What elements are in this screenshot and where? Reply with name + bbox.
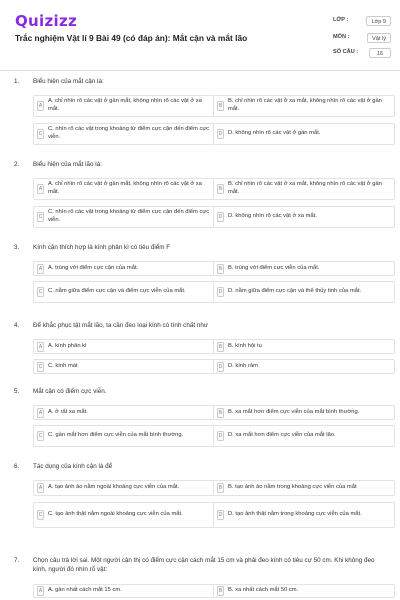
option-a[interactable] [33,584,215,598]
option-text: B. kính hội tụ [228,342,262,349]
option-b[interactable] [213,178,395,200]
question-number: 2. [14,161,20,168]
option-text: B. trùng với điểm cực viễn của mắt. [228,264,320,271]
option-text: A. kính phân kì [48,342,87,349]
meta-label: LỚP : [333,17,349,23]
question-text: Biểu hiện của mắt cận là: [33,78,104,85]
header [0,0,400,70]
meta-grade [333,14,391,28]
option-a[interactable] [33,480,215,496]
option-text: D. không nhìn rõ các vật ở xa mắt. [228,213,317,220]
option-b[interactable] [213,261,395,276]
option-c[interactable] [33,502,215,528]
question-number: 1. [14,78,20,85]
question-text: Biểu hiện của mắt lão là: [33,161,102,168]
option-text: B. tạo ảnh ảo nằm trong khoảng cực viễn của mắt [228,484,357,491]
option-d[interactable] [213,281,395,303]
option-letter: B [218,265,223,272]
option-text: A. tạo ảnh ảo nằm ngoài khoảng cực viễn của mắt. [48,484,180,491]
option-text: D. kính râm [228,362,258,369]
question-5 [0,388,400,463]
quizizz-logo: Quizizz [15,12,78,30]
meta-value: Lớp 9 [366,16,391,26]
option-d[interactable] [213,206,395,228]
option-d[interactable] [213,425,395,447]
option-c[interactable] [33,425,215,447]
option-a[interactable] [33,178,215,200]
question-number: 7. [14,557,20,564]
option-letter: C [38,363,43,370]
page-title: Trắc nghiệm Vật lí 9 Bài 49 (có đáp án): Mắt cận và mắt lão [15,33,248,43]
option-a[interactable] [33,95,215,117]
option-letter: B [218,409,223,416]
option-text: B. xa nhất cách mắt 50 cm. [228,587,299,594]
option-b[interactable] [213,405,395,420]
option-text: C. gần mắt hơn điểm cực viễn của mắt bình thường. [48,432,184,439]
option-c[interactable] [33,281,215,303]
option-letter: C [38,512,43,518]
option-letter: B [218,103,223,109]
option-text: A. chỉ nhìn rõ các vật ở gần mắt, không nhìn rõ các vật ở xa mắt. [48,98,202,112]
option-text: D. không nhìn rõ các vật ở gần mắt. [228,130,321,137]
option-letter: C [38,214,43,220]
question-number: 3. [14,244,20,251]
option-letter: C [38,131,43,137]
question-number: 4. [14,322,20,329]
option-letter: A [38,186,43,192]
option-letter: A [38,265,43,272]
option-c[interactable] [33,123,215,145]
question-7 [0,557,400,600]
meta-label: MÔN : [333,34,350,40]
option-a[interactable] [33,405,215,420]
option-letter: A [38,409,43,416]
option-letter: A [38,343,43,350]
option-text: A. trùng với điểm cực cận của mắt. [48,264,139,271]
option-a[interactable] [33,261,215,276]
option-text: C. nằm giữa điểm cực cận và điểm cực viễn của mắt. [48,288,186,295]
question-1 [0,78,400,161]
option-b[interactable] [213,480,395,496]
question-4 [0,322,400,388]
meta-value: 16 [369,48,391,58]
question-list [0,78,400,600]
option-text: D. nằm giữa điểm cực cận và thể thủy tinh của mắt. [228,288,362,295]
meta-value: Vật lý [367,33,391,43]
meta-label: SỐ CÂU : [333,49,359,55]
option-letter: D [218,512,223,518]
option-letter: C [38,289,43,295]
option-letter: A [38,485,43,491]
option-letter: D [218,131,223,137]
option-b[interactable] [213,584,395,598]
option-letter: D [218,363,223,370]
option-a[interactable] [33,339,215,354]
option-c[interactable] [33,206,215,228]
header-divider [0,70,400,71]
question-6 [0,463,400,557]
option-text: B. chỉ nhìn rõ các vật ở xa mắt, không nhìn rõ các vật ở gần mắt. [228,98,382,112]
option-letter: A [38,103,43,109]
meta-subject [333,31,391,45]
option-text: C. nhìn rõ các vật trong khoảng từ điểm cực cận đến điểm cực viễn. [48,126,210,140]
question-text: Chọn câu trả lời sai. Một người cận thị có điểm cực cận cách mắt 15 cm và phải đeo kính có tiêu cự 50 cm. Khi không đeo kính, người đó nhìn rõ vật: [33,557,375,573]
option-text: C. kính mát [48,362,78,369]
option-text: C. tạo ảnh thật nằm ngoài khoảng cực viễn của mắt. [48,511,183,518]
option-d[interactable] [213,502,395,528]
question-text: Kính cận thích hợp là kính phân kì có tiêu điểm F [33,244,171,251]
option-letter: D [218,289,223,295]
question-text: Mắt cận có điểm cực viễn. [33,388,107,395]
option-text: D. tạo ảnh thật nằm trong khoảng cực viễn của mắt. [228,511,362,518]
option-d[interactable] [213,123,395,145]
option-letter: B [218,343,223,350]
question-3 [0,244,400,322]
option-text: B. xa mắt hơn điểm cực viễn của mắt bình thường. [228,408,360,415]
option-letter: C [38,433,43,439]
option-letter: B [218,186,223,192]
question-text: Tác dụng của kính cận là để [33,463,113,470]
meta-question-count [333,46,391,60]
option-letter: B [218,588,223,594]
option-letter: B [218,485,223,491]
option-text: B. chỉ nhìn rõ các vật ở xa mắt, không nhìn rõ các vật ở gần mắt. [228,181,382,195]
option-d[interactable] [213,359,395,374]
option-text: D. xa mắt hơn điểm cực viễn của mắt lão. [228,432,336,439]
question-number: 6. [14,463,20,470]
question-text: Để khắc phục tật mắt lão, ta cần đeo loại kính có tính chất như [33,322,209,329]
option-text: C. nhìn rõ các vật trong khoảng từ điểm cực cận đến điểm cực viễn. [48,209,210,223]
option-c[interactable] [33,359,215,374]
option-letter: D [218,214,223,220]
question-2 [0,161,400,244]
option-text: A. ở rất xa mắt. [48,408,88,415]
option-letter: A [38,588,43,594]
option-letter: D [218,433,223,439]
option-b[interactable] [213,339,395,354]
option-text: A. chỉ nhìn rõ các vật ở gần mắt, không nhìn rõ các vật ở xa mắt. [48,181,202,195]
question-number: 5. [14,388,20,395]
option-b[interactable] [213,95,395,117]
option-text: A. gần nhất cách mắt 15 cm. [48,587,122,594]
